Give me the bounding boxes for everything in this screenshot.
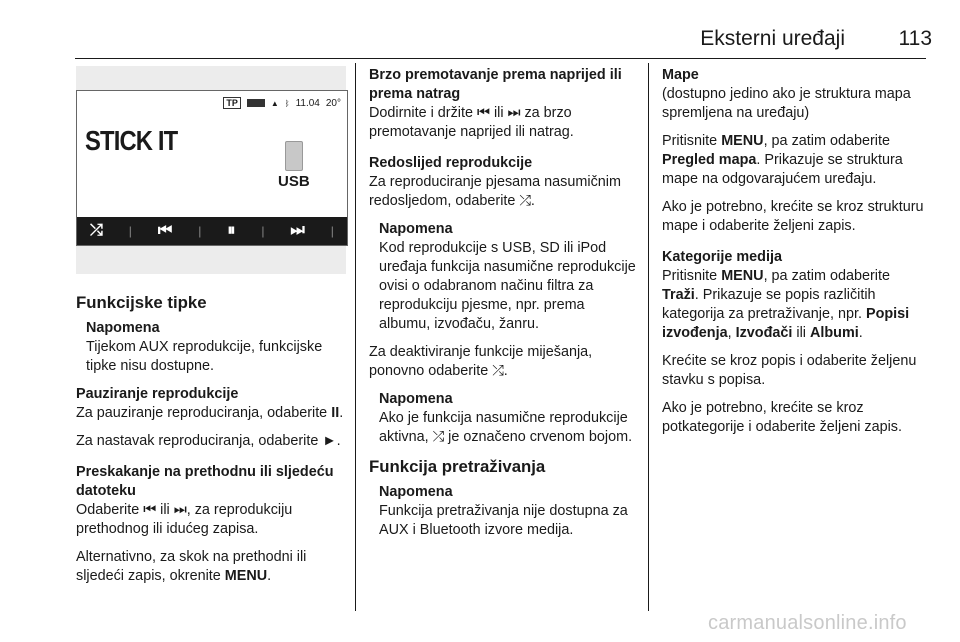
note-text [379,409,637,447]
subheading: Redoslijed reprodukcije [369,155,533,171]
control-bar [77,217,347,245]
tp-indicator: TP [223,97,241,109]
search-option: Traži [662,287,695,303]
shuffle-symbol: ⤮ [492,363,504,379]
subheading: Brzo premotavanje prema naprijed ili prema natrag [369,67,622,102]
bluetooth-icon: ᛒ [284,98,290,108]
section-heading: Funkcijske tipke [76,293,207,312]
paragraph: Ako je potrebno, krećite se kroz potkategorije i odaberite željeni zapis. [662,400,902,435]
shuffle-symbol: ⤮ [519,193,531,209]
paragraph: Za reproduciranje pjesama nasumičnim redosljedom, odaberite ⤮. [369,174,621,209]
note-block [369,483,637,540]
signal-icon: ▲ [270,98,279,108]
paragraph: Za nastavak reproduciranja, odaberite ►. [76,433,341,449]
shuffle-icon: ⤮ [89,222,103,239]
status-temp: 20° [325,97,341,109]
menu-key: MENU [721,268,764,284]
text: . Prikazuje se struktura mape na odgovarajućem uređaju. [662,152,903,187]
note-block [369,220,637,334]
text: Pritisnite [662,133,718,149]
status-bar [223,97,341,109]
text: ili [493,105,504,121]
paragraph [662,132,930,189]
subheading: Mape [662,67,699,83]
column-divider-1 [355,63,356,611]
note-text: Funkcija pretraživanja nije dostupna za AUX i Bluetooth izvore medija. [379,503,628,538]
separator: | [261,224,265,238]
folder-view-option: Pregled mapa [662,152,757,168]
infotainment-screen-image [76,66,346,274]
previous-symbol: ⏮ [476,105,490,121]
column-1 [76,292,344,595]
text: ili [160,502,170,518]
next-icon: ⏭ [290,222,305,239]
column-3 [662,66,930,446]
next-symbol: ⏭ [507,105,521,121]
page-header-title: Eksterni uređaji [700,27,845,50]
menu-key: MENU [224,568,268,584]
category-playlists: Popisi izvođenja [662,306,910,341]
note-label: Napomena [379,391,453,407]
text: , pa zatim odaberite [763,133,890,149]
section-heading: Funkcija pretraživanja [369,457,546,476]
source-label: USB [278,173,310,190]
note-label: Napomena [379,221,453,237]
column-divider-2 [648,63,649,611]
battery-icon [247,99,265,107]
paragraph: (dostupno jedino ako je struktura mapa spremljena na uređaju) [662,86,911,121]
separator: | [330,224,334,238]
text: . [858,325,863,341]
text: Za nastavak reproduciranja, odaberite [76,433,319,449]
text: ili [796,325,806,341]
header-rule [75,58,926,59]
text: za brzo premotavanje naprijed ili natrag. [369,105,574,140]
category-artists: Izvođači [735,325,793,341]
note-text: Tijekom AUX reprodukcije, funkcijske tipke nisu dostupne. [86,339,323,374]
text: Odaberite [76,502,140,518]
text: . Prikazuje se popis različitih kategorija za pretraživanje, npr. [662,287,876,322]
separator: | [198,224,202,238]
previous-icon: ⏮ [157,222,173,239]
previous-symbol: ⏮ [143,502,157,518]
usb-stick-icon [285,141,303,171]
text: Dodirnite i držite [369,105,473,121]
note-label: Napomena [379,484,453,500]
paragraph [369,104,637,142]
note-block [76,319,344,376]
subheading: Kategorije medija [662,249,782,265]
separator: | [128,224,132,238]
note-text: Kod reprodukcije s USB, SD ili iPod uređaja funkcija nasumične reprodukcije ovisi o odabranom načinu filtra za reprodukciju pjesme, npr. prema albumu, izvođaču, žanru. [379,240,636,332]
text: , za reprodukciju prethodnog ili idućeg zapisa. [76,502,293,537]
text: je označeno crvenom bojom. [448,429,633,445]
note-label: Napomena [86,320,160,336]
paragraph [76,501,344,539]
status-date: 11.04 [295,97,320,109]
paragraph [662,267,930,343]
subheading: Preskakanje na prethodnu ili sljedeću datoteku [76,464,334,499]
paragraph: Za pauziranje reproduciranja, odaberite II. [76,405,344,421]
note-block [369,390,637,447]
category-albums: Albumi [809,325,859,341]
paragraph: Ako je potrebno, krećite se kroz strukturu mape i odaberite željeni zapis. [662,199,924,234]
text: Ako je funkcija nasumične reprodukcije aktivna, [379,410,628,445]
next-symbol: ⏭ [173,502,187,518]
pause-symbol: II [331,405,340,421]
track-title: STICK IT [85,125,178,156]
subheading: Pauziranje reprodukcije [76,386,239,402]
text: Alternativno, za skok na prethodni ili sljedeći zapis, okrenite [76,549,307,584]
text: , [727,325,732,341]
text: Za reproduciranje pjesama nasumičnim redosljedom, odaberite [369,174,621,209]
paragraph: Za deaktiviranje funkcije miješanja, ponovno odaberite ⤮. [369,344,593,379]
text: Za pauziranje reproduciranja, odaberite [76,405,328,421]
page-number: 113 [898,27,932,50]
text: , pa zatim odaberite [763,268,890,284]
watermark: carmanualsonline.info [708,612,907,634]
pause-icon: ⏸ [227,222,236,239]
shuffle-symbol: ⤮ [432,429,445,445]
column-2 [369,66,637,549]
paragraph: Alternativno, za skok na prethodni ili sljedeći zapis, okrenite MENU. [76,549,307,584]
menu-key: MENU [721,133,764,149]
text: Za deaktiviranje funkcije miješanja, ponovno odaberite [369,344,593,379]
paragraph: Krećite se kroz popis i odaberite željenu stavku s popisa. [662,353,917,388]
screen-display [76,90,348,246]
text: Pritisnite [662,268,718,284]
play-symbol: ► [322,433,337,449]
